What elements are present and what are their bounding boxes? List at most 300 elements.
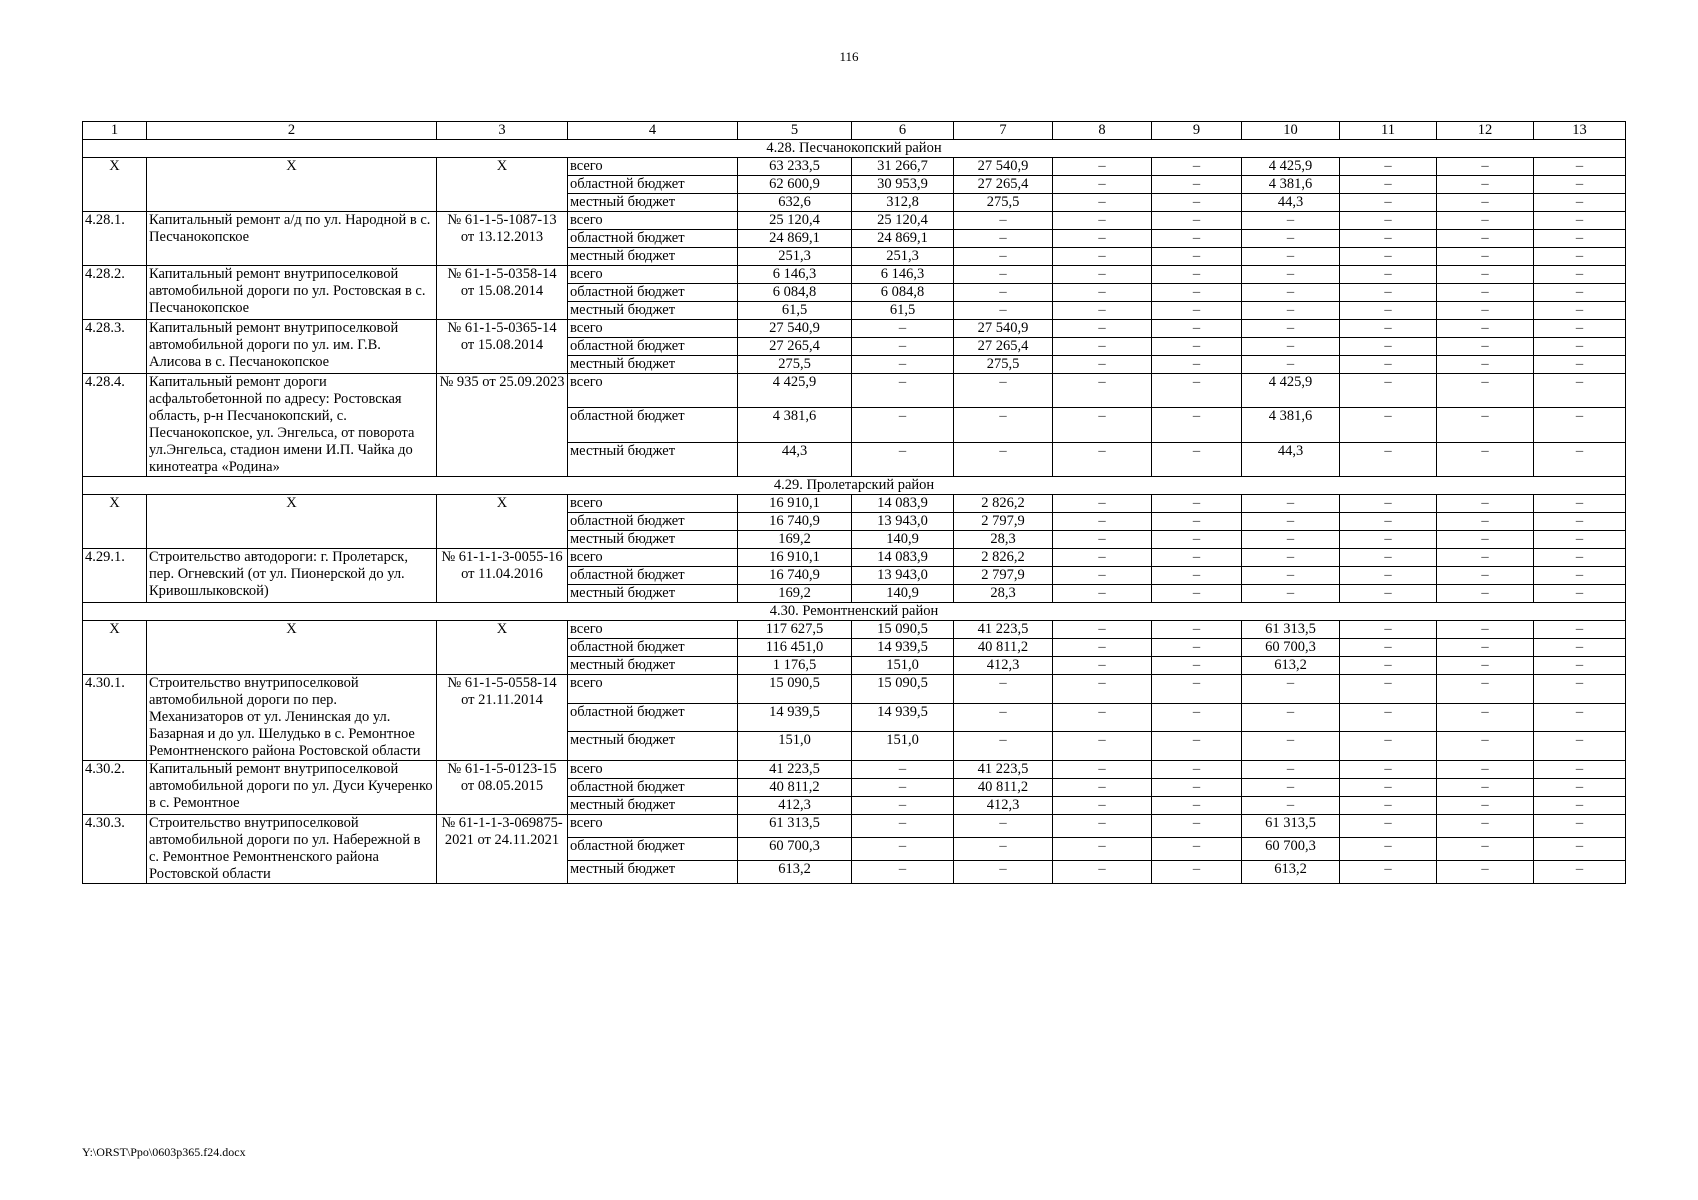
value-cell: 412,3 — [954, 797, 1053, 815]
item-name: Капитальный ремонт внутрипоселковой автомобильной дороги по ул. Дуси Кучеренко в с. Ремонтное — [147, 761, 437, 815]
value-cell: 41 223,5 — [738, 761, 852, 779]
item-row — [83, 815, 1626, 838]
value-cell: – — [1152, 408, 1242, 442]
value-cell: – — [1534, 194, 1626, 212]
value-cell: – — [1437, 838, 1534, 861]
value-cell: – — [954, 230, 1053, 248]
x-num-cell: X — [83, 158, 147, 212]
value-cell: – — [1340, 212, 1437, 230]
value-cell: 61 313,5 — [738, 815, 852, 838]
value-cell: 16 910,1 — [738, 549, 852, 567]
value-cell: 14 083,9 — [852, 549, 954, 567]
value-cell: – — [1152, 703, 1242, 732]
value-cell: 251,3 — [852, 248, 954, 266]
value-cell: – — [954, 675, 1053, 704]
value-cell: – — [1152, 732, 1242, 761]
value-cell: – — [954, 703, 1053, 732]
value-cell: – — [1053, 266, 1152, 284]
value-cell: – — [1437, 639, 1534, 657]
value-cell: – — [1242, 585, 1340, 603]
total-row — [83, 158, 1626, 176]
value-cell: – — [1340, 531, 1437, 549]
value-cell: – — [1437, 320, 1534, 338]
value-cell: 44,3 — [1242, 442, 1340, 476]
value-cell: 275,5 — [954, 194, 1053, 212]
value-cell: – — [1340, 374, 1437, 408]
value-cell: – — [1053, 657, 1152, 675]
budget-label: областной бюджет — [568, 284, 738, 302]
value-cell: 6 146,3 — [738, 266, 852, 284]
budget-label: областной бюджет — [568, 408, 738, 442]
value-cell: – — [1053, 338, 1152, 356]
value-cell: 24 869,1 — [852, 230, 954, 248]
item-document: № 61-1-5-1087-13 от 13.12.2013 — [437, 212, 568, 266]
value-cell: – — [1437, 657, 1534, 675]
value-cell: – — [1437, 861, 1534, 884]
value-cell: – — [1152, 302, 1242, 320]
file-path: Y:\ORST\Ppo\0603p365.f24.docx — [82, 1145, 246, 1159]
value-cell: – — [1534, 838, 1626, 861]
value-cell: – — [1437, 703, 1534, 732]
value-cell: – — [1242, 703, 1340, 732]
value-cell: 632,6 — [738, 194, 852, 212]
value-cell: – — [1152, 284, 1242, 302]
value-cell: – — [1340, 194, 1437, 212]
item-name: Капитальный ремонт внутрипоселковой автомобильной дороги по ул. Ростовская в с. Песчанокопское — [147, 266, 437, 320]
x-name-cell: X — [147, 621, 437, 675]
budget-label: всего — [568, 675, 738, 704]
item-row — [83, 549, 1626, 567]
value-cell: – — [954, 266, 1053, 284]
value-cell: – — [1534, 861, 1626, 884]
value-cell: 116 451,0 — [738, 639, 852, 657]
header-cell: 3 — [437, 122, 568, 140]
item-row — [83, 266, 1626, 284]
value-cell: – — [1437, 779, 1534, 797]
budget-label: областной бюджет — [568, 513, 738, 531]
value-cell: – — [1534, 176, 1626, 194]
value-cell: 61,5 — [852, 302, 954, 320]
budget-label: областной бюджет — [568, 567, 738, 585]
x-doc-cell: X — [437, 621, 568, 675]
value-cell: 140,9 — [852, 531, 954, 549]
value-cell: – — [1437, 815, 1534, 838]
value-cell: – — [1437, 248, 1534, 266]
value-cell: – — [1053, 779, 1152, 797]
value-cell: – — [954, 442, 1053, 476]
item-name: Капитальный ремонт внутрипоселковой автомобильной дороги по ул. им. Г.В. Алисова в с. Песчанокопское — [147, 320, 437, 374]
value-cell: – — [1340, 284, 1437, 302]
x-num-cell: X — [83, 495, 147, 549]
value-cell: – — [1053, 675, 1152, 704]
value-cell: – — [1534, 531, 1626, 549]
value-cell: – — [1340, 158, 1437, 176]
value-cell: – — [1437, 675, 1534, 704]
value-cell: – — [1152, 621, 1242, 639]
value-cell: – — [1053, 513, 1152, 531]
item-number: 4.28.3. — [83, 320, 147, 374]
value-cell: – — [1534, 212, 1626, 230]
value-cell: – — [1340, 266, 1437, 284]
value-cell: – — [1534, 513, 1626, 531]
value-cell: 16 740,9 — [738, 567, 852, 585]
budget-label: местный бюджет — [568, 585, 738, 603]
header-cell: 1 — [83, 122, 147, 140]
x-name-cell: X — [147, 495, 437, 549]
value-cell: – — [1152, 495, 1242, 513]
value-cell: – — [1242, 732, 1340, 761]
budget-label: всего — [568, 495, 738, 513]
item-document: № 61-1-5-0358-14 от 15.08.2014 — [437, 266, 568, 320]
value-cell: – — [1437, 408, 1534, 442]
value-cell: – — [1340, 779, 1437, 797]
value-cell: – — [1053, 732, 1152, 761]
budget-label: областной бюджет — [568, 703, 738, 732]
budget-label: всего — [568, 212, 738, 230]
value-cell: – — [1437, 761, 1534, 779]
value-cell: – — [1534, 302, 1626, 320]
budget-label: местный бюджет — [568, 302, 738, 320]
value-cell: – — [1437, 212, 1534, 230]
value-cell: – — [1534, 621, 1626, 639]
value-cell: – — [1534, 284, 1626, 302]
value-cell: 613,2 — [738, 861, 852, 884]
value-cell: 251,3 — [738, 248, 852, 266]
value-cell: 275,5 — [738, 356, 852, 374]
value-cell: – — [1152, 567, 1242, 585]
value-cell: – — [1340, 797, 1437, 815]
value-cell: – — [852, 861, 954, 884]
value-cell: – — [1340, 585, 1437, 603]
value-cell: – — [1242, 531, 1340, 549]
value-cell: – — [1340, 408, 1437, 442]
value-cell: – — [1340, 176, 1437, 194]
value-cell: – — [1152, 158, 1242, 176]
value-cell: – — [1053, 158, 1152, 176]
item-row — [83, 212, 1626, 230]
value-cell: 2 826,2 — [954, 495, 1053, 513]
value-cell: – — [1534, 320, 1626, 338]
value-cell: – — [1340, 861, 1437, 884]
item-number: 4.30.1. — [83, 675, 147, 761]
value-cell: – — [1242, 495, 1340, 513]
value-cell: – — [1534, 639, 1626, 657]
value-cell: – — [1340, 657, 1437, 675]
value-cell: – — [1437, 621, 1534, 639]
value-cell: – — [954, 732, 1053, 761]
value-cell: 25 120,4 — [852, 212, 954, 230]
budget-label: областной бюджет — [568, 338, 738, 356]
budget-label: областной бюджет — [568, 639, 738, 657]
item-document: № 935 от 25.09.2023 — [437, 374, 568, 477]
value-cell: – — [1242, 779, 1340, 797]
value-cell: – — [1340, 230, 1437, 248]
value-cell: 412,3 — [738, 797, 852, 815]
value-cell: – — [1152, 585, 1242, 603]
budget-label: всего — [568, 158, 738, 176]
item-number: 4.30.2. — [83, 761, 147, 815]
value-cell: – — [1242, 284, 1340, 302]
value-cell: – — [1534, 549, 1626, 567]
value-cell: – — [1534, 495, 1626, 513]
value-cell: 25 120,4 — [738, 212, 852, 230]
value-cell: – — [1053, 212, 1152, 230]
total-row — [83, 621, 1626, 639]
value-cell: 4 381,6 — [1242, 176, 1340, 194]
section-row — [83, 140, 1626, 158]
budget-label: областной бюджет — [568, 838, 738, 861]
value-cell: – — [1437, 531, 1534, 549]
value-cell: – — [1152, 513, 1242, 531]
value-cell: – — [1340, 815, 1437, 838]
value-cell: 27 265,4 — [954, 176, 1053, 194]
value-cell: – — [954, 284, 1053, 302]
value-cell: 27 540,9 — [954, 320, 1053, 338]
value-cell: – — [1053, 320, 1152, 338]
value-cell: 169,2 — [738, 531, 852, 549]
section-row — [83, 603, 1626, 621]
value-cell: – — [852, 779, 954, 797]
value-cell: – — [1053, 374, 1152, 408]
value-cell: 30 953,9 — [852, 176, 954, 194]
value-cell: – — [1053, 248, 1152, 266]
value-cell: – — [1053, 284, 1152, 302]
value-cell: – — [1437, 567, 1534, 585]
value-cell: – — [1437, 176, 1534, 194]
value-cell: – — [1340, 495, 1437, 513]
value-cell: 28,3 — [954, 585, 1053, 603]
item-row — [83, 761, 1626, 779]
value-cell: – — [1053, 442, 1152, 476]
value-cell: – — [1053, 639, 1152, 657]
item-document: № 61-1-5-0365-14 от 15.08.2014 — [437, 320, 568, 374]
value-cell: 40 811,2 — [954, 779, 1053, 797]
value-cell: – — [1053, 531, 1152, 549]
value-cell: 60 700,3 — [738, 838, 852, 861]
item-row — [83, 675, 1626, 704]
budget-label: всего — [568, 815, 738, 838]
value-cell: – — [852, 442, 954, 476]
value-cell: – — [1340, 761, 1437, 779]
value-cell: – — [1340, 442, 1437, 476]
item-number: 4.28.4. — [83, 374, 147, 477]
value-cell: – — [1152, 338, 1242, 356]
value-cell: 4 381,6 — [1242, 408, 1340, 442]
value-cell: – — [1437, 356, 1534, 374]
value-cell: 4 425,9 — [1242, 158, 1340, 176]
value-cell: 31 266,7 — [852, 158, 954, 176]
value-cell: – — [1242, 302, 1340, 320]
value-cell: – — [1340, 302, 1437, 320]
x-doc-cell: X — [437, 158, 568, 212]
value-cell: – — [1053, 585, 1152, 603]
value-cell: 151,0 — [852, 657, 954, 675]
value-cell: 27 540,9 — [954, 158, 1053, 176]
budget-label: всего — [568, 320, 738, 338]
value-cell: – — [1242, 230, 1340, 248]
value-cell: – — [1053, 408, 1152, 442]
value-cell: – — [1534, 230, 1626, 248]
value-cell: 27 540,9 — [738, 320, 852, 338]
value-cell: – — [1437, 266, 1534, 284]
value-cell: – — [1152, 779, 1242, 797]
value-cell: – — [1152, 442, 1242, 476]
value-cell: – — [852, 320, 954, 338]
value-cell: – — [1340, 675, 1437, 704]
value-cell: – — [954, 861, 1053, 884]
value-cell: 27 265,4 — [954, 338, 1053, 356]
value-cell: – — [1152, 639, 1242, 657]
value-cell: – — [1152, 657, 1242, 675]
value-cell: – — [1053, 861, 1152, 884]
item-document: № 61-1-5-0558-14 от 21.11.2014 — [437, 675, 568, 761]
value-cell: – — [852, 408, 954, 442]
value-cell: – — [1534, 732, 1626, 761]
value-cell: – — [954, 815, 1053, 838]
value-cell: – — [1534, 779, 1626, 797]
value-cell: 61,5 — [738, 302, 852, 320]
value-cell: 613,2 — [1242, 861, 1340, 884]
value-cell: – — [1242, 761, 1340, 779]
header-cell: 5 — [738, 122, 852, 140]
value-cell: – — [1534, 567, 1626, 585]
value-cell: – — [1053, 797, 1152, 815]
value-cell: – — [954, 248, 1053, 266]
value-cell: – — [1152, 230, 1242, 248]
value-cell: – — [1437, 230, 1534, 248]
value-cell: – — [1534, 815, 1626, 838]
value-cell: – — [1053, 761, 1152, 779]
value-cell: 61 313,5 — [1242, 621, 1340, 639]
value-cell: – — [1340, 549, 1437, 567]
item-name: Строительство автодороги: г. Пролетарск, пер. Огневский (от ул. Пионерской до ул. Кривошлыковской) — [147, 549, 437, 603]
value-cell: – — [1437, 302, 1534, 320]
header-cell: 2 — [147, 122, 437, 140]
item-document: № 61-1-5-0123-15 от 08.05.2015 — [437, 761, 568, 815]
value-cell: – — [1340, 513, 1437, 531]
x-doc-cell: X — [437, 495, 568, 549]
value-cell: 6 084,8 — [852, 284, 954, 302]
value-cell: – — [1437, 338, 1534, 356]
value-cell: – — [1437, 513, 1534, 531]
value-cell: – — [1053, 621, 1152, 639]
value-cell: – — [852, 374, 954, 408]
value-cell: – — [852, 338, 954, 356]
value-cell: 16 740,9 — [738, 513, 852, 531]
header-cell: 11 — [1340, 122, 1437, 140]
table-body — [83, 122, 1626, 884]
value-cell: 169,2 — [738, 585, 852, 603]
budget-label: всего — [568, 266, 738, 284]
value-cell: – — [1437, 374, 1534, 408]
value-cell: – — [1534, 657, 1626, 675]
value-cell: 13 943,0 — [852, 567, 954, 585]
value-cell: 63 233,5 — [738, 158, 852, 176]
value-cell: – — [1340, 703, 1437, 732]
value-cell: – — [1152, 861, 1242, 884]
value-cell: 151,0 — [852, 732, 954, 761]
value-cell: 41 223,5 — [954, 621, 1053, 639]
value-cell: – — [1053, 176, 1152, 194]
header-row — [83, 122, 1626, 140]
value-cell: 312,8 — [852, 194, 954, 212]
budget-label: местный бюджет — [568, 531, 738, 549]
item-name: Строительство внутрипоселковой автомобильной дороги по пер. Механизаторов от ул. Ленинская до ул. Базарная и до ул. Шелудько в с. Ремонтное Ремонтненского района Ростовской области — [147, 675, 437, 761]
item-number: 4.28.1. — [83, 212, 147, 266]
item-number: 4.30.3. — [83, 815, 147, 884]
value-cell: 6 084,8 — [738, 284, 852, 302]
budget-label: всего — [568, 374, 738, 408]
value-cell: – — [1437, 442, 1534, 476]
value-cell: – — [1053, 302, 1152, 320]
value-cell: – — [1242, 356, 1340, 374]
value-cell: – — [1534, 408, 1626, 442]
value-cell: 14 939,5 — [852, 639, 954, 657]
value-cell: – — [1340, 732, 1437, 761]
budget-label: местный бюджет — [568, 657, 738, 675]
header-cell: 8 — [1053, 122, 1152, 140]
value-cell: 151,0 — [738, 732, 852, 761]
value-cell: – — [1534, 761, 1626, 779]
section-row — [83, 477, 1626, 495]
value-cell: 140,9 — [852, 585, 954, 603]
item-row — [83, 320, 1626, 338]
value-cell: – — [1437, 194, 1534, 212]
value-cell: – — [954, 838, 1053, 861]
item-name: Капитальный ремонт а/д по ул. Народной в с. Песчанокопское — [147, 212, 437, 266]
header-cell: 4 — [568, 122, 738, 140]
value-cell: 4 381,6 — [738, 408, 852, 442]
budget-label: местный бюджет — [568, 732, 738, 761]
value-cell: – — [1534, 374, 1626, 408]
value-cell: – — [1242, 248, 1340, 266]
value-cell: – — [1152, 194, 1242, 212]
value-cell: – — [1534, 585, 1626, 603]
section-title: 4.30. Ремонтненский район — [83, 603, 1626, 621]
value-cell: 275,5 — [954, 356, 1053, 374]
item-row — [83, 374, 1626, 408]
value-cell: 2 797,9 — [954, 567, 1053, 585]
value-cell: 15 090,5 — [738, 675, 852, 704]
value-cell: – — [1340, 356, 1437, 374]
value-cell: 4 425,9 — [738, 374, 852, 408]
value-cell: – — [1053, 356, 1152, 374]
value-cell: 41 223,5 — [954, 761, 1053, 779]
item-number: 4.29.1. — [83, 549, 147, 603]
value-cell: – — [954, 212, 1053, 230]
value-cell: – — [1053, 838, 1152, 861]
value-cell: 40 811,2 — [738, 779, 852, 797]
item-number: 4.28.2. — [83, 266, 147, 320]
header-cell: 10 — [1242, 122, 1340, 140]
value-cell: – — [1437, 732, 1534, 761]
value-cell: – — [1437, 549, 1534, 567]
value-cell: – — [1437, 495, 1534, 513]
value-cell: – — [1152, 212, 1242, 230]
value-cell: 14 939,5 — [738, 703, 852, 732]
value-cell: – — [1534, 338, 1626, 356]
value-cell: 44,3 — [1242, 194, 1340, 212]
budget-label: местный бюджет — [568, 356, 738, 374]
value-cell: – — [1534, 703, 1626, 732]
value-cell: – — [1053, 549, 1152, 567]
x-name-cell: X — [147, 158, 437, 212]
value-cell: – — [1340, 320, 1437, 338]
value-cell: – — [1534, 675, 1626, 704]
value-cell: – — [1340, 621, 1437, 639]
value-cell: 60 700,3 — [1242, 639, 1340, 657]
value-cell: 28,3 — [954, 531, 1053, 549]
